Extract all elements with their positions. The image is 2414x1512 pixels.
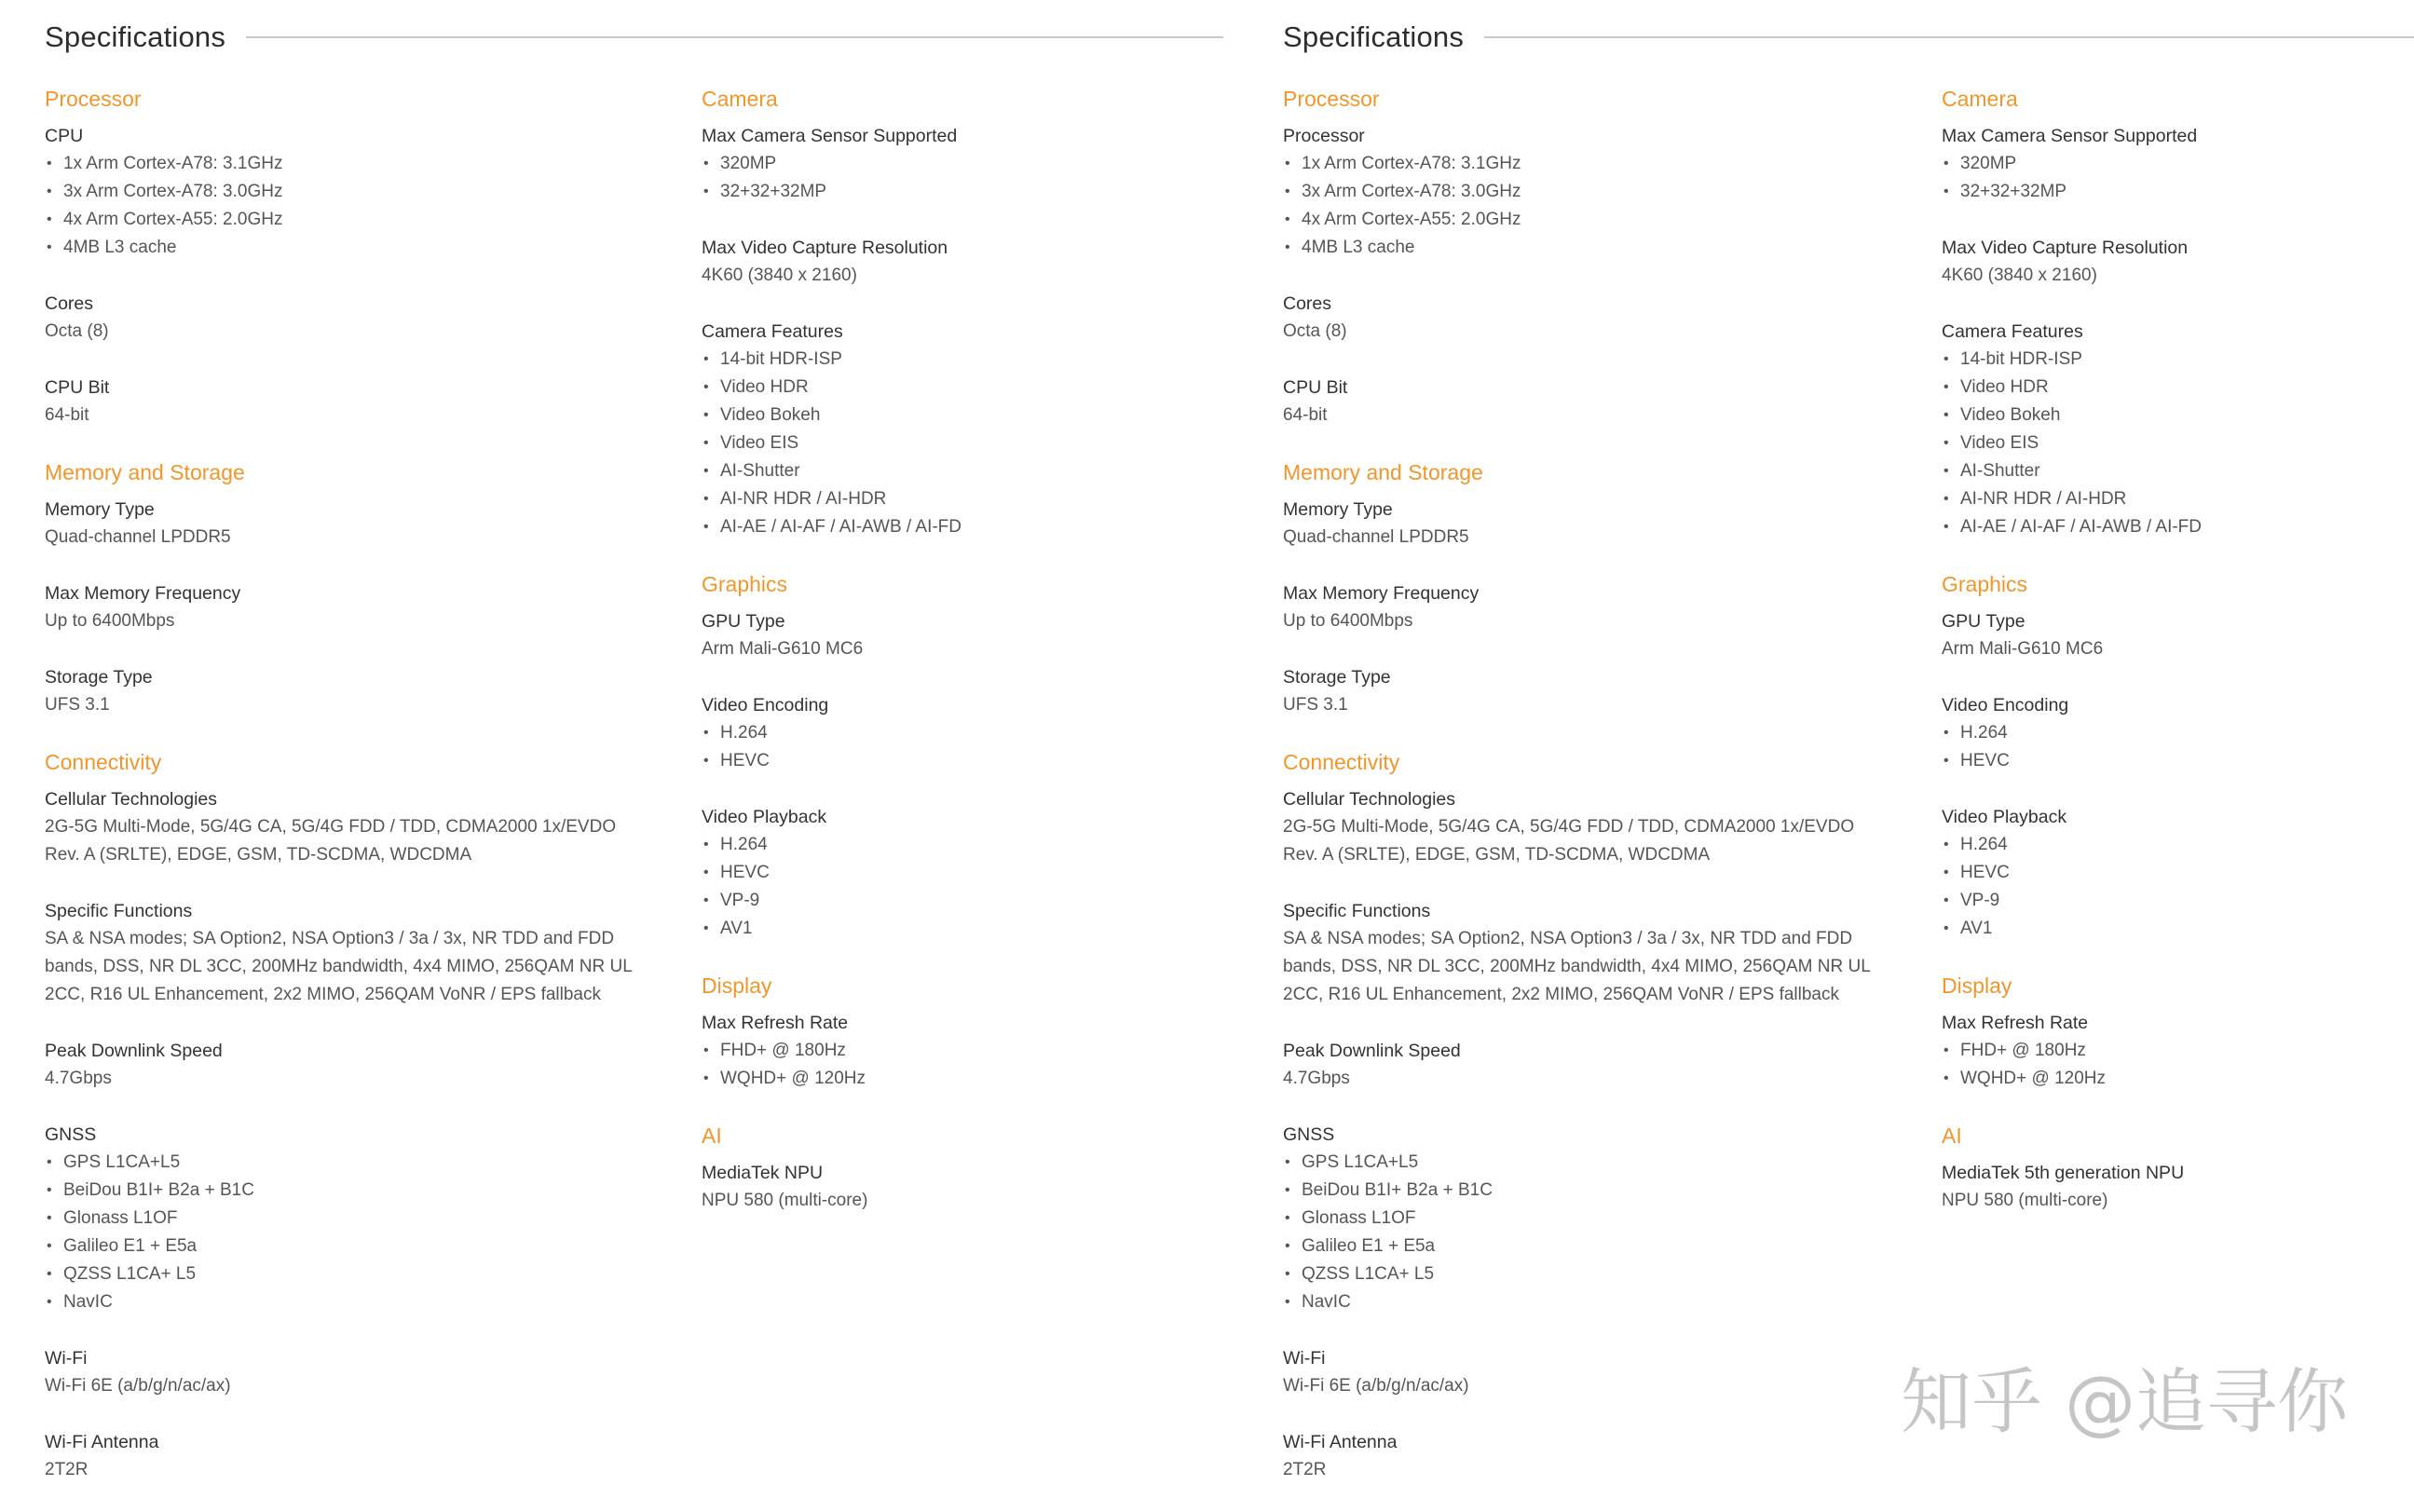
bullet-list: [702, 1037, 1223, 1093]
field-label: Camera Features: [702, 321, 843, 342]
field-value: Up to 6400Mbps: [45, 611, 175, 631]
field-value: 64-bit: [45, 405, 89, 425]
list-item: • AV1: [702, 915, 1223, 943]
list-item: • 4x Arm Cortex-A55: 2.0GHz: [45, 206, 678, 234]
list-item: • Video Bokeh: [702, 402, 1223, 429]
bullet-list: [1283, 1149, 1916, 1316]
section-title: Graphics: [702, 572, 788, 596]
field-label: Peak Downlink Speed: [1283, 1041, 1461, 1061]
field-value: 4.7Gbps: [1283, 1069, 1350, 1088]
field-value: SA & NSA modes; SA Option2, NSA Option3 / 3a / 3x, NR TDD and FDD: [45, 929, 615, 948]
field-label: Wi-Fi Antenna: [1283, 1432, 1398, 1452]
section-title: Memory and Storage: [1283, 460, 1483, 484]
field-value: Octa (8): [45, 321, 109, 341]
list-item: • AI-NR HDR / AI-HDR: [1942, 485, 2407, 513]
spec-field: [1283, 1428, 1916, 1484]
field-value: NPU 580 (multi-core): [702, 1191, 868, 1210]
field-label: Storage Type: [45, 667, 153, 688]
spec-section: [45, 457, 678, 719]
page-title: Specifications: [45, 20, 226, 53]
field-label: Video Encoding: [1942, 695, 2069, 715]
list-item: • FHD+ @ 180Hz: [1942, 1037, 2407, 1065]
spec-field: [45, 1121, 678, 1316]
field-label: GPU Type: [702, 611, 785, 632]
section-title: Memory and Storage: [45, 460, 245, 484]
list-item: • HEVC: [702, 859, 1223, 887]
field-label: GNSS: [1283, 1124, 1335, 1145]
spec-field: [1283, 290, 1916, 346]
spec-field: [1942, 1159, 2407, 1215]
field-label: GPU Type: [1942, 611, 2025, 632]
spec-section: [1283, 747, 1916, 1484]
field-value: 2CC, R16 UL Enhancement, 2x2 MIMO, 256QAM VoNR / EPS fallback: [1283, 985, 1839, 1004]
list-item: • BeiDou B1I+ B2a + B1C: [1283, 1177, 1916, 1205]
list-item: • Galileo E1 + E5a: [1283, 1233, 1916, 1260]
field-label: Cores: [45, 293, 94, 314]
bullet-list: [1942, 1037, 2407, 1093]
list-item: • AI-Shutter: [1942, 457, 2407, 485]
spec-panel-right: [1283, 0, 2414, 1499]
list-item: • AV1: [1942, 915, 2407, 943]
list-item: • Glonass L1OF: [1283, 1205, 1916, 1233]
spec-section: [702, 569, 1223, 943]
spec-field: [45, 122, 678, 262]
field-label: Wi-Fi: [1283, 1348, 1326, 1369]
page-title: Specifications: [1283, 20, 1465, 53]
watermark: 知乎 @追寻你: [1901, 1360, 2349, 1443]
spec-section: [1942, 84, 2407, 541]
field-value: Quad-channel LPDDR5: [1283, 527, 1469, 547]
spec-section: [702, 971, 1223, 1093]
spec-column-2: [702, 84, 1223, 1243]
list-item: • Video EIS: [702, 429, 1223, 457]
list-item: • AI-NR HDR / AI-HDR: [702, 485, 1223, 513]
field-label: Wi-Fi: [45, 1348, 88, 1369]
field-value: 4.7Gbps: [45, 1069, 112, 1088]
field-label: MediaTek 5th generation NPU: [1942, 1163, 2185, 1183]
list-item: • Glonass L1OF: [45, 1205, 678, 1233]
spec-field: [1283, 1037, 1916, 1093]
spec-field: [45, 290, 678, 346]
list-item: • H.264: [1942, 719, 2407, 747]
field-label: CPU Bit: [1283, 377, 1348, 398]
field-value: Wi-Fi 6E (a/b/g/n/ac/ax): [45, 1376, 231, 1396]
spec-column-1: [45, 84, 678, 1512]
list-item: • QZSS L1CA+ L5: [45, 1260, 678, 1288]
spec-header: [45, 17, 1223, 58]
spec-field: [702, 607, 1223, 663]
field-label: Max Camera Sensor Supported: [702, 126, 958, 146]
field-value: 2T2R: [1283, 1460, 1327, 1479]
field-value: bands, DSS, NR DL 3CC, 200MHz bandwidth, 4x4 MIMO, 256QAM NR UL: [45, 957, 633, 976]
spec-field: [1283, 897, 1916, 1009]
spec-column-1: [1283, 84, 1916, 1512]
list-item: • Video HDR: [702, 374, 1223, 402]
field-label: CPU: [45, 126, 84, 146]
spec-field: [1942, 803, 2407, 943]
spec-column-2: [1942, 84, 2407, 1243]
bullet-list: [702, 150, 1223, 206]
list-item: • WQHD+ @ 120Hz: [1942, 1065, 2407, 1093]
section-title: AI: [702, 1124, 722, 1148]
spec-section: [1942, 1121, 2407, 1215]
bullet-list: [702, 346, 1223, 541]
spec-field: [45, 663, 678, 719]
spec-section: [1942, 569, 2407, 943]
list-item: • AI-Shutter: [702, 457, 1223, 485]
field-label: Max Refresh Rate: [702, 1013, 849, 1033]
field-value: Rev. A (SRLTE), EDGE, GSM, TD-SCDMA, WDCDMA: [1283, 845, 1711, 865]
field-value: Octa (8): [1283, 321, 1347, 341]
spec-field: [45, 1037, 678, 1093]
list-item: • 1x Arm Cortex-A78: 3.1GHz: [45, 150, 678, 178]
spec-field: [1283, 663, 1916, 719]
spec-field: [1942, 318, 2407, 541]
spec-field: [45, 785, 678, 869]
list-item: • H.264: [702, 831, 1223, 859]
spec-field: [1942, 691, 2407, 775]
list-item: • 3x Arm Cortex-A78: 3.0GHz: [1283, 178, 1916, 206]
spec-section: [1942, 971, 2407, 1093]
field-value: 2CC, R16 UL Enhancement, 2x2 MIMO, 256QAM VoNR / EPS fallback: [45, 985, 601, 1004]
bullet-list: [45, 150, 678, 262]
spec-panel-left: [45, 0, 1223, 1499]
field-value: Rev. A (SRLTE), EDGE, GSM, TD-SCDMA, WDCDMA: [45, 845, 472, 865]
list-item: • 4MB L3 cache: [45, 234, 678, 262]
field-value: Up to 6400Mbps: [1283, 611, 1413, 631]
list-item: • 14-bit HDR-ISP: [1942, 346, 2407, 374]
list-item: • HEVC: [1942, 859, 2407, 887]
spec-field: [1942, 234, 2407, 290]
spec-field: [45, 897, 678, 1009]
section-title: Connectivity: [45, 750, 162, 774]
section-title: Connectivity: [1283, 750, 1400, 774]
list-item: • HEVC: [1942, 747, 2407, 775]
field-label: Max Camera Sensor Supported: [1942, 126, 2198, 146]
spec-field: [1942, 607, 2407, 663]
spec-field: [1283, 496, 1916, 552]
spec-field: [1283, 785, 1916, 869]
field-label: Wi-Fi Antenna: [45, 1432, 159, 1452]
spec-header: [1283, 17, 2414, 58]
field-label: Camera Features: [1942, 321, 2083, 342]
field-label: Processor: [1283, 126, 1365, 146]
list-item: • AI-AE / AI-AF / AI-AWB / AI-FD: [702, 513, 1223, 541]
spec-field: [1942, 1009, 2407, 1093]
field-label: Specific Functions: [1283, 901, 1431, 921]
spec-section: [1283, 84, 1916, 429]
section-title: Processor: [1283, 87, 1380, 111]
section-title: Camera: [1942, 87, 2018, 111]
list-item: • 320MP: [1942, 150, 2407, 178]
field-label: Storage Type: [1283, 667, 1391, 688]
field-value: Quad-channel LPDDR5: [45, 527, 231, 547]
spec-section: [702, 1121, 1223, 1215]
section-title: Display: [702, 974, 772, 998]
section-title: Camera: [702, 87, 778, 111]
field-label: Cellular Technologies: [45, 789, 218, 810]
field-value: 4K60 (3840 x 2160): [1942, 266, 2097, 285]
field-value: NPU 580 (multi-core): [1942, 1191, 2108, 1210]
field-label: Video Playback: [702, 807, 827, 827]
field-value: UFS 3.1: [1283, 695, 1348, 715]
spec-field: [45, 579, 678, 635]
field-label: Specific Functions: [45, 901, 193, 921]
field-label: Cores: [1283, 293, 1332, 314]
list-item: • VP-9: [1942, 887, 2407, 915]
list-item: • NavIC: [45, 1288, 678, 1316]
list-item: • 32+32+32MP: [1942, 178, 2407, 206]
spec-field: [1942, 122, 2407, 206]
field-label: Memory Type: [1283, 499, 1393, 520]
field-value: 2G-5G Multi-Mode, 5G/4G CA, 5G/4G FDD / TDD, CDMA2000 1x/EVDO: [1283, 817, 1855, 837]
field-label: Max Refresh Rate: [1942, 1013, 2089, 1033]
bullet-list: [702, 719, 1223, 775]
list-item: • GPS L1CA+L5: [1283, 1149, 1916, 1177]
spec-section: [1283, 457, 1916, 719]
bullet-list: [45, 1149, 678, 1316]
header-divider: [1484, 36, 2414, 38]
field-value: SA & NSA modes; SA Option2, NSA Option3 / 3a / 3x, NR TDD and FDD: [1283, 929, 1853, 948]
list-item: • 32+32+32MP: [702, 178, 1223, 206]
spec-field: [702, 1009, 1223, 1093]
list-item: • H.264: [1942, 831, 2407, 859]
spec-field: [702, 691, 1223, 775]
spec-field: [702, 1159, 1223, 1215]
spec-field: [1283, 579, 1916, 635]
field-label: Video Encoding: [702, 695, 829, 715]
field-value: 4K60 (3840 x 2160): [702, 266, 857, 285]
spec-field: [1283, 374, 1916, 429]
field-label: Peak Downlink Speed: [45, 1041, 223, 1061]
list-item: • Video EIS: [1942, 429, 2407, 457]
field-label: Max Video Capture Resolution: [1942, 238, 2189, 258]
list-item: • 320MP: [702, 150, 1223, 178]
spec-field: [45, 1344, 678, 1400]
list-item: • 1x Arm Cortex-A78: 3.1GHz: [1283, 150, 1916, 178]
field-value: bands, DSS, NR DL 3CC, 200MHz bandwidth, 4x4 MIMO, 256QAM NR UL: [1283, 957, 1871, 976]
field-value: UFS 3.1: [45, 695, 110, 715]
field-value: 64-bit: [1283, 405, 1328, 425]
spec-section: [45, 747, 678, 1484]
list-item: • GPS L1CA+L5: [45, 1149, 678, 1177]
spec-field: [1283, 122, 1916, 262]
list-item: • 4x Arm Cortex-A55: 2.0GHz: [1283, 206, 1916, 234]
list-item: • AI-AE / AI-AF / AI-AWB / AI-FD: [1942, 513, 2407, 541]
section-title: Display: [1942, 974, 2012, 998]
spec-field: [702, 803, 1223, 943]
list-item: • H.264: [702, 719, 1223, 747]
field-value: 2G-5G Multi-Mode, 5G/4G CA, 5G/4G FDD / TDD, CDMA2000 1x/EVDO: [45, 817, 617, 837]
list-item: • Video HDR: [1942, 374, 2407, 402]
list-item: • 4MB L3 cache: [1283, 234, 1916, 262]
field-label: Max Video Capture Resolution: [702, 238, 948, 258]
bullet-list: [1942, 346, 2407, 541]
list-item: • NavIC: [1283, 1288, 1916, 1316]
spec-field: [1283, 1121, 1916, 1316]
field-label: CPU Bit: [45, 377, 110, 398]
spec-section: [45, 84, 678, 429]
field-label: Memory Type: [45, 499, 155, 520]
list-item: • QZSS L1CA+ L5: [1283, 1260, 1916, 1288]
field-value: Arm Mali-G610 MC6: [1942, 639, 2104, 659]
section-title: Graphics: [1942, 572, 2028, 596]
list-item: • Video Bokeh: [1942, 402, 2407, 429]
field-value: Wi-Fi 6E (a/b/g/n/ac/ax): [1283, 1376, 1469, 1396]
field-value: 2T2R: [45, 1460, 89, 1479]
field-label: Max Memory Frequency: [45, 583, 241, 604]
list-item: • BeiDou B1I+ B2a + B1C: [45, 1177, 678, 1205]
bullet-list: [1283, 150, 1916, 262]
list-item: • HEVC: [702, 747, 1223, 775]
spec-field: [702, 234, 1223, 290]
spec-field: [702, 318, 1223, 541]
spec-field: [45, 496, 678, 552]
bullet-list: [1942, 831, 2407, 943]
bullet-list: [1942, 150, 2407, 206]
spec-field: [1283, 1344, 1916, 1400]
field-label: Video Playback: [1942, 807, 2067, 827]
field-label: GNSS: [45, 1124, 97, 1145]
field-label: Max Memory Frequency: [1283, 583, 1480, 604]
section-title: Processor: [45, 87, 142, 111]
section-title: AI: [1942, 1124, 1962, 1148]
header-divider: [246, 36, 1223, 38]
list-item: • Galileo E1 + E5a: [45, 1233, 678, 1260]
list-item: • FHD+ @ 180Hz: [702, 1037, 1223, 1065]
spec-field: [702, 122, 1223, 206]
field-value: Arm Mali-G610 MC6: [702, 639, 864, 659]
list-item: • VP-9: [702, 887, 1223, 915]
field-label: Cellular Technologies: [1283, 789, 1456, 810]
bullet-list: [702, 831, 1223, 943]
spec-field: [45, 1428, 678, 1484]
list-item: • 3x Arm Cortex-A78: 3.0GHz: [45, 178, 678, 206]
field-label: MediaTek NPU: [702, 1163, 824, 1183]
list-item: • 14-bit HDR-ISP: [702, 346, 1223, 374]
spec-section: [702, 84, 1223, 541]
list-item: • WQHD+ @ 120Hz: [702, 1065, 1223, 1093]
spec-field: [45, 374, 678, 429]
bullet-list: [1942, 719, 2407, 775]
